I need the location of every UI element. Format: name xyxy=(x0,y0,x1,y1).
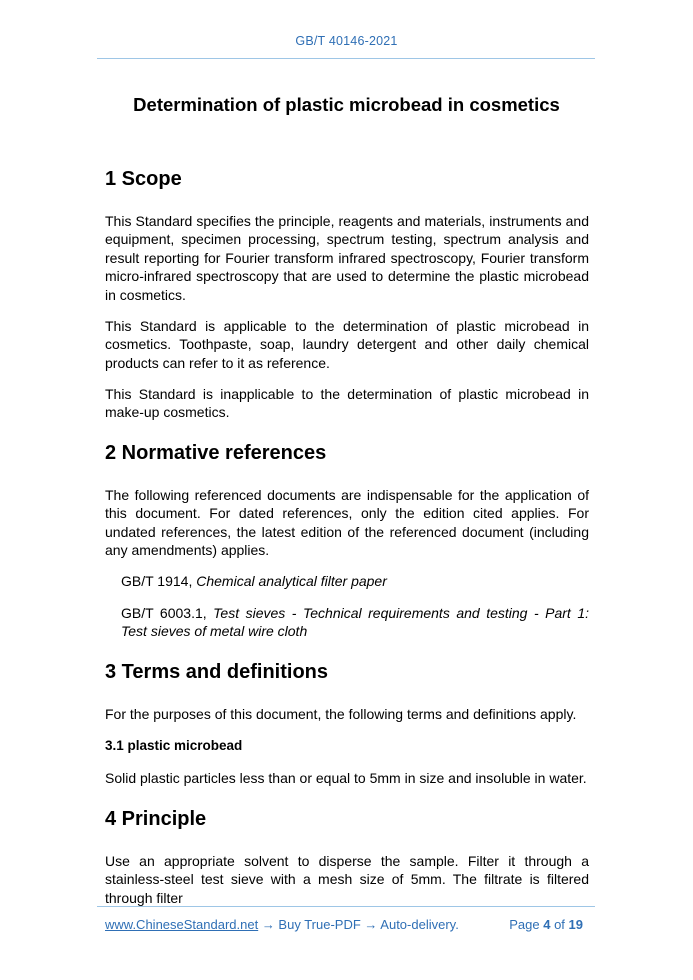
scope-paragraph-3: This Standard is inapplicable to the determination of plastic microbead in make-up cosmetics. xyxy=(105,386,589,421)
scope-paragraph-2: This Standard is applicable to the determination of plastic microbead in cosmetics. Toothpaste, soap, laundry detergent and other daily chemical products can refer to it as reference. xyxy=(105,318,589,371)
header-standard-code: GB/T 40146-2021 xyxy=(295,34,398,48)
website-link[interactable]: www.ChineseStandard.net xyxy=(105,917,259,932)
section-heading-scope: 1 Scope xyxy=(105,168,182,190)
reference-title: Chemical analytical filter paper xyxy=(196,573,387,589)
reference-item xyxy=(121,604,589,641)
term-heading: 3.1 plastic microbead xyxy=(105,738,243,753)
footer-promo-text: → Buy True-PDF → Auto-delivery. xyxy=(258,917,459,932)
page-indicator xyxy=(509,917,583,932)
current-page: 4 xyxy=(543,917,551,932)
section-heading-terms: 3 Terms and definitions xyxy=(105,661,328,683)
terms-paragraph: For the purposes of this document, the following terms and definitions apply. xyxy=(105,706,577,722)
footer-promo xyxy=(105,917,459,932)
reference-title: Test sieves - Technical requirements and testing - Part 1: Test sieves of metal wire cloth xyxy=(121,605,590,640)
principle-paragraph: Use an appropriate solvent to disperse the sample. Filter it through a stainless-steel test sieve with a mesh size of 5mm. The filtrate is filtered through filter xyxy=(105,853,589,906)
normative-paragraph: The following referenced documents are indispensable for the application of this document. For dated references, only the edition cited applies. For undated references, the latest edition of the referenced document (including any amendments) applies. xyxy=(105,487,589,559)
document-title: Determination of plastic microbead in cosmetics xyxy=(133,94,560,116)
scope-paragraph-1: This Standard specifies the principle, reagents and materials, instruments and equipment, specimen processing, spectrum testing, spectrum analysis and result reporting for Fourier transform infrared spectroscopy, Fourier transform micro-infrared spectroscopy that are used to determine the plastic microbead in cosmetics. xyxy=(105,213,589,303)
page-of-label: of xyxy=(554,917,565,932)
term-definition: Solid plastic particles less than or equal to 5mm in size and insoluble in water. xyxy=(105,770,587,786)
section-heading-principle: 4 Principle xyxy=(105,808,207,830)
reference-code: GB/T 6003.1, xyxy=(121,605,207,621)
total-pages: 19 xyxy=(568,917,583,932)
header-divider xyxy=(97,58,595,59)
reference-code: GB/T 1914, xyxy=(121,573,193,589)
reference-item xyxy=(121,572,589,590)
footer-divider xyxy=(97,906,595,907)
page-label: Page xyxy=(509,917,540,932)
section-heading-normative-references: 2 Normative references xyxy=(105,442,327,464)
